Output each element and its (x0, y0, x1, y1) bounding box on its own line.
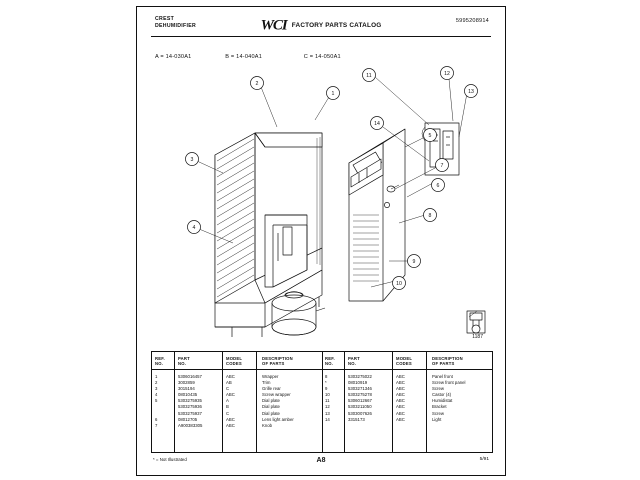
table-cell: C (226, 386, 230, 392)
right-col-desc (432, 374, 465, 423)
table-cell: ABC (396, 386, 405, 392)
col-header-part-left: PART NO. (178, 356, 190, 367)
svg-text:10: 10 (396, 281, 402, 287)
table-cell: Bracket (432, 404, 447, 410)
table-cell: ABC (226, 392, 235, 398)
parts-table (151, 351, 493, 453)
table-cell: 5306012667 (348, 398, 372, 404)
table-cell: 3 (155, 386, 158, 392)
figure-reference: 1187 (472, 334, 483, 340)
model-c: C = 14-050A1 (303, 54, 341, 60)
left-col-model (226, 374, 235, 429)
table-cell: Castor (4) (432, 392, 452, 398)
table-cell: Dial plate (262, 398, 280, 404)
table-cell: * (325, 380, 327, 386)
table-cell: Grille rear (262, 386, 281, 392)
table-cell: 5303275278 (348, 392, 372, 398)
table-cell: 5303275022 (348, 374, 372, 379)
table-cell: 5303271346 (348, 386, 372, 392)
illustration-svg (137, 65, 505, 345)
table-cell: ABC (226, 416, 235, 422)
right-col-part (348, 374, 372, 423)
table-cell: Screw (432, 386, 444, 392)
table-cell: Screw wrapper (262, 392, 291, 398)
exploded-view-illustration (137, 65, 505, 345)
table-cell: 08010435 (178, 392, 198, 398)
catalog-title-block (261, 17, 382, 35)
table-cell: A (226, 398, 229, 404)
table-cell: ABC (226, 374, 235, 379)
table-cell: 08010919 (348, 380, 368, 386)
table-cell: 4 (155, 392, 158, 398)
footnote-not-illustrated: * = Not Illustrated (153, 457, 187, 462)
table-cell: ABC (396, 410, 405, 416)
table-cell: 5303275937 (178, 410, 202, 416)
page-number: 5/91 (479, 457, 489, 462)
brand-name: CREST (155, 16, 175, 22)
svg-text:7: 7 (440, 163, 444, 169)
col-header-model-left: MODEL CODES (226, 356, 243, 367)
table-cell: 7 (155, 422, 158, 428)
model-a: A = 14-030A1 (155, 54, 192, 60)
table-cell: Panel front (432, 374, 453, 379)
table-cell: Screw front panel (432, 380, 466, 386)
table-cell: 2 (155, 380, 158, 386)
table-cell: 5303007626 (348, 410, 372, 416)
right-col-model (396, 374, 405, 423)
table-cell: Screw (432, 410, 444, 416)
table-cell: Wrapper (262, 374, 279, 379)
left-col-desc (262, 374, 294, 429)
table-divider (222, 352, 223, 452)
table-cell: 1 (155, 374, 158, 379)
sheet-header (137, 7, 505, 43)
table-divider (344, 352, 345, 452)
table-cell: Humidistat (432, 398, 453, 404)
col-header-desc-right: DESCRIPTION OF PARTS (432, 356, 463, 367)
table-cell: Dial plate (262, 404, 280, 410)
page-mark: A8 (316, 457, 326, 464)
table-cell: Knob (262, 422, 273, 428)
table-cell: 6 (155, 416, 158, 422)
table-cell: 3002859 (178, 380, 195, 386)
col-header-ref-right: REF. NO. (325, 356, 335, 367)
svg-text:8: 8 (428, 213, 432, 219)
table-divider (322, 352, 323, 452)
catalog-sheet (136, 6, 506, 476)
svg-text:6: 6 (436, 183, 440, 189)
svg-text:12: 12 (444, 71, 450, 77)
table-cell: ABC (396, 398, 405, 404)
table-cell: Light (432, 416, 442, 422)
table-cell: Trim (262, 380, 271, 386)
svg-text:2: 2 (255, 81, 259, 87)
table-header-rule (152, 369, 492, 370)
table-cell: AB (226, 380, 232, 386)
product-type: DEHUMIDIFIER (155, 23, 197, 29)
table-divider (174, 352, 175, 452)
table-cell: 5303275936 (178, 404, 202, 410)
table-cell: 3015194 (178, 386, 195, 392)
table-cell: 8 (325, 374, 328, 379)
table-cell: 5 (155, 398, 158, 404)
table-cell: 10 (325, 392, 330, 398)
table-cell: 14 (325, 416, 330, 422)
table-cell: 9 (325, 386, 328, 392)
table-cell: ABC (396, 416, 405, 422)
left-col-ref (155, 374, 157, 429)
model-legend (155, 54, 341, 60)
table-cell: Lens light amber (262, 416, 294, 422)
svg-text:1: 1 (331, 91, 335, 97)
table-cell: 08012705 (178, 416, 198, 422)
header-divider (151, 36, 491, 37)
table-cell: ABC (226, 422, 235, 428)
table-divider (426, 352, 427, 452)
svg-text:14: 14 (374, 121, 380, 127)
svg-text:9: 9 (412, 259, 416, 265)
table-cell: ABC (396, 392, 405, 398)
document-number: 5995208914 (455, 18, 489, 24)
col-header-part-right: PART NO. (348, 356, 360, 367)
wci-logo: WCI (260, 17, 287, 34)
table-cell: 11 (325, 398, 330, 404)
table-divider (256, 352, 257, 452)
brand-block (155, 16, 196, 30)
svg-text:5: 5 (428, 133, 432, 139)
catalog-title: FACTORY PARTS CATALOG (291, 22, 382, 30)
svg-text:11: 11 (366, 73, 372, 79)
table-cell: 13 (325, 410, 330, 416)
table-cell: 12 (325, 404, 330, 410)
col-header-model-right: MODEL CODES (396, 356, 413, 367)
svg-text:3: 3 (190, 157, 194, 163)
table-cell: ABC (396, 404, 405, 410)
table-cell: B (226, 404, 229, 410)
table-cell: ABC (396, 374, 405, 379)
table-cell: 5306016457 (178, 374, 202, 379)
table-cell: ABC (396, 380, 405, 386)
right-col-ref (325, 374, 330, 423)
table-cell: A900383305 (178, 422, 203, 428)
svg-text:4: 4 (192, 225, 196, 231)
left-col-part (178, 374, 202, 429)
table-cell: 3315173 (348, 416, 365, 422)
table-cell: 5303211050 (348, 404, 372, 410)
table-divider (392, 352, 393, 452)
col-header-desc-left: DESCRIPTION OF PARTS (262, 356, 293, 367)
table-cell: 5303275935 (178, 398, 202, 404)
table-cell: Dial plate (262, 410, 280, 416)
table-cell: C (226, 410, 230, 416)
model-b: B = 14-040A1 (225, 54, 262, 60)
svg-text:13: 13 (468, 89, 474, 95)
col-header-ref-left: REF. NO. (155, 356, 165, 367)
